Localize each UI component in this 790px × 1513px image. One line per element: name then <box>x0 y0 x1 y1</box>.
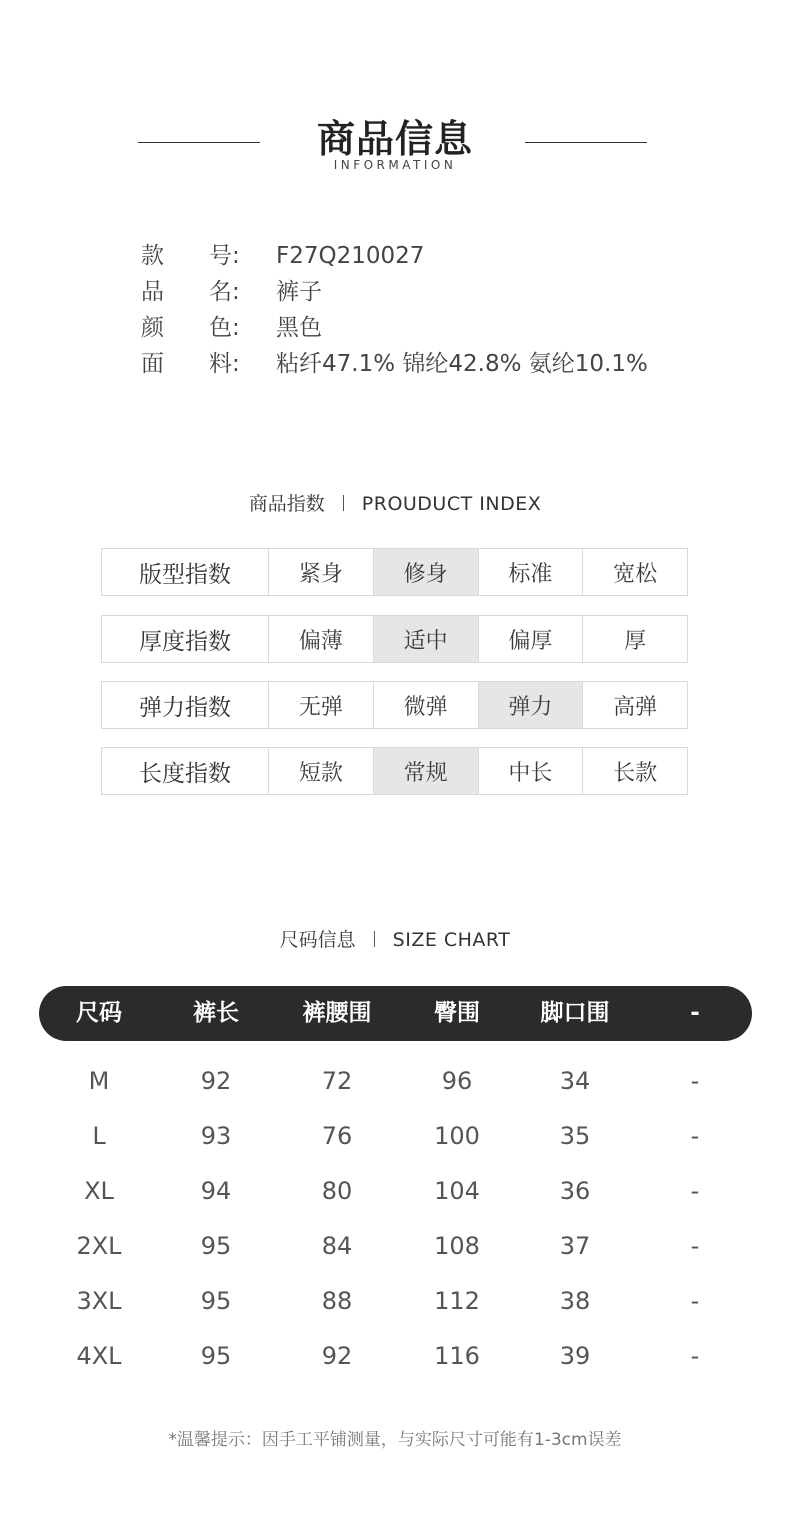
info-row <box>141 237 424 267</box>
index-option: 偏薄 <box>269 616 374 662</box>
info-row <box>141 345 648 375</box>
size-cell: 72 <box>321 1067 353 1095</box>
heading-divider <box>374 931 375 947</box>
size-cell: M <box>88 1067 110 1095</box>
size-cell: - <box>690 1122 700 1150</box>
size-cell: 93 <box>200 1122 232 1150</box>
size-cell: - <box>690 1287 700 1315</box>
index-heading-en: PROUDUCT INDEX <box>361 493 542 515</box>
size-cell: 2XL <box>76 1232 122 1260</box>
size-cell: 94 <box>200 1177 232 1205</box>
index-option: 中长 <box>479 748 584 794</box>
size-cell: 35 <box>559 1122 591 1150</box>
info-value: F27Q210027 <box>276 243 425 269</box>
size-header-cell: 裤腰围 <box>302 1000 372 1026</box>
size-cell: 108 <box>434 1232 480 1260</box>
size-cell: 112 <box>434 1287 480 1315</box>
index-label: 厚度指数 <box>102 616 269 662</box>
size-cell: 104 <box>434 1177 480 1205</box>
size-cell: 95 <box>200 1232 232 1260</box>
index-option-selected: 修身 <box>374 549 479 595</box>
size-cell: - <box>690 1067 700 1095</box>
index-section-heading <box>0 489 790 516</box>
size-cell: 80 <box>321 1177 353 1205</box>
size-heading-cn: 尺码信息 <box>279 929 356 951</box>
index-option: 厚 <box>624 628 647 654</box>
size-cell: - <box>690 1232 700 1260</box>
index-table <box>101 615 688 663</box>
size-header-cell: 脚口围 <box>540 1000 610 1026</box>
size-header-cell: 尺码 <box>76 1000 122 1026</box>
size-cell: 4XL <box>76 1342 122 1370</box>
measurement-note: *温馨提示：因手工平铺测量，与实际尺寸可能有1-3cm误差 <box>168 1430 622 1450</box>
size-cell: 34 <box>559 1067 591 1095</box>
index-option: 偏厚 <box>479 616 584 662</box>
size-cell: 39 <box>559 1342 591 1370</box>
size-cell: 38 <box>559 1287 591 1315</box>
index-option: 无弹 <box>269 682 374 728</box>
info-value: 裤子 <box>276 279 322 305</box>
index-option: 高弹 <box>613 694 658 720</box>
size-cell: 96 <box>441 1067 473 1095</box>
size-cell: 100 <box>434 1122 480 1150</box>
size-cell: - <box>690 1177 700 1205</box>
size-cell: 92 <box>321 1342 353 1370</box>
index-option-selected: 弹力 <box>479 682 584 728</box>
index-label: 弹力指数 <box>102 682 269 728</box>
size-section-heading <box>0 925 790 952</box>
size-cell: 36 <box>559 1177 591 1205</box>
info-label: 面 料: <box>141 351 240 377</box>
size-cell: XL <box>84 1177 114 1205</box>
index-option: 短款 <box>269 748 374 794</box>
index-table <box>101 681 688 729</box>
size-cell: 95 <box>200 1287 232 1315</box>
size-header-cell: - <box>690 1000 700 1026</box>
size-cell: 88 <box>321 1287 353 1315</box>
size-header-cell: 裤长 <box>193 1000 239 1026</box>
index-option: 宽松 <box>613 561 658 587</box>
size-header-cell: 臀围 <box>434 1000 480 1026</box>
size-cell: 76 <box>321 1122 353 1150</box>
size-cell: L <box>92 1122 106 1150</box>
heading-divider <box>343 495 344 511</box>
index-option-selected: 适中 <box>374 616 479 662</box>
info-value: 粘纤47.1% 锦纶42.8% 氨纶10.1% <box>276 351 648 377</box>
size-cell: 116 <box>434 1342 480 1370</box>
info-label: 颜 色: <box>141 315 240 341</box>
size-cell: 37 <box>559 1232 591 1260</box>
index-option-selected: 常规 <box>374 748 479 794</box>
index-option: 长款 <box>613 760 658 786</box>
info-label: 款 号: <box>141 243 240 269</box>
index-table <box>101 548 688 596</box>
size-cell: 92 <box>200 1067 232 1095</box>
size-cell: - <box>690 1342 700 1370</box>
index-table <box>101 747 688 795</box>
size-cell: 3XL <box>76 1287 122 1315</box>
index-option: 微弹 <box>374 682 479 728</box>
index-label: 长度指数 <box>102 748 269 794</box>
info-label: 品 名: <box>141 279 240 305</box>
index-option: 紧身 <box>269 549 374 595</box>
size-heading-en: SIZE CHART <box>392 929 511 951</box>
info-row <box>141 273 322 303</box>
index-option: 标准 <box>479 549 584 595</box>
info-value: 黑色 <box>276 315 322 341</box>
page-subtitle: INFORMATION <box>333 158 457 172</box>
size-cell: 84 <box>321 1232 353 1260</box>
info-row <box>141 309 322 339</box>
size-cell: 95 <box>200 1342 232 1370</box>
index-label: 版型指数 <box>102 549 269 595</box>
index-heading-cn: 商品指数 <box>248 493 325 515</box>
size-chart-header <box>39 986 752 1041</box>
page-title: 商品信息 <box>316 117 473 161</box>
